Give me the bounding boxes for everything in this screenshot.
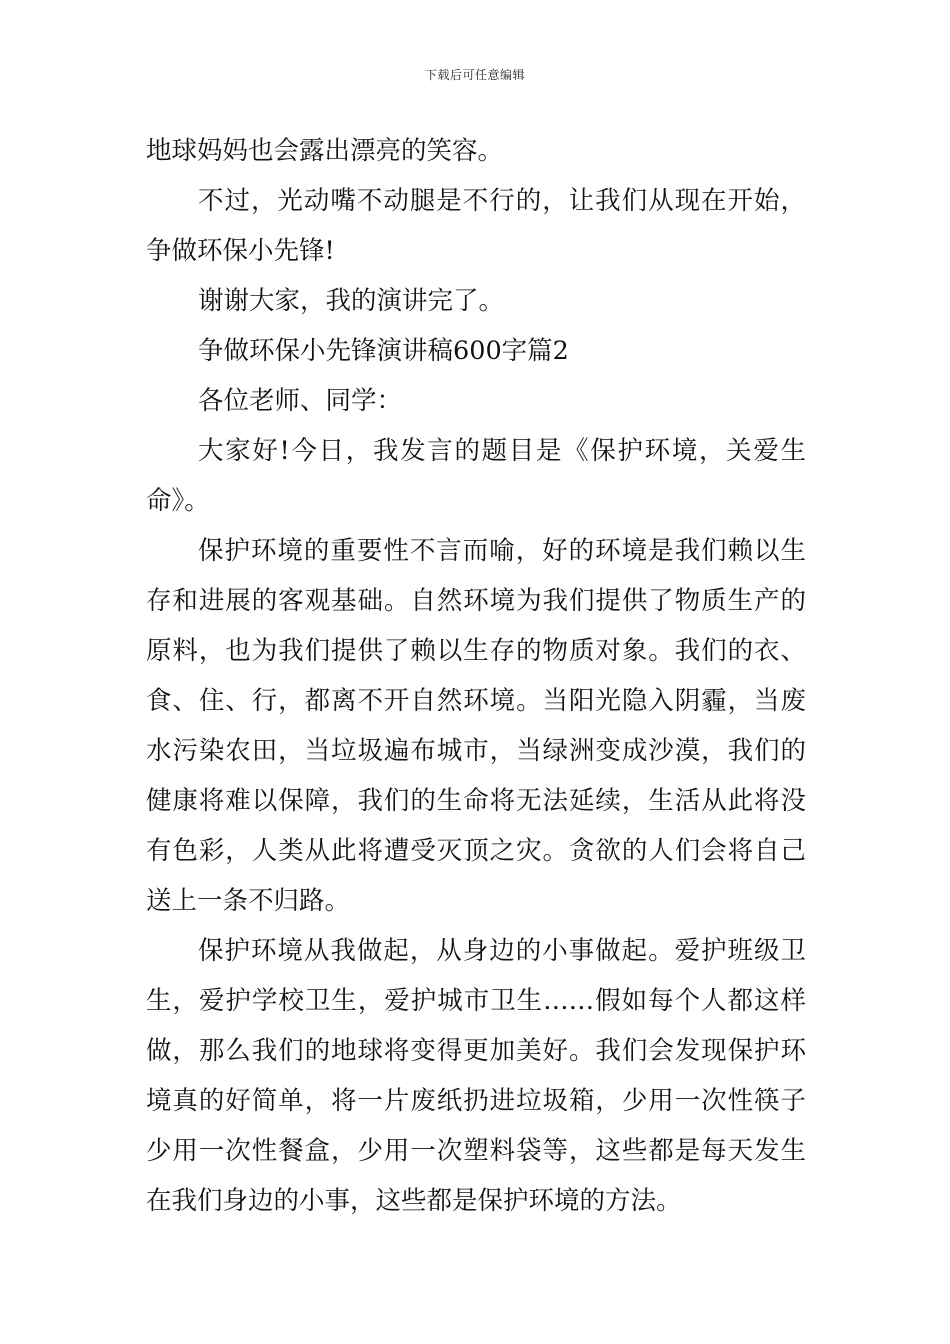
speech-body [146,126,806,1226]
text-line: 在我们身边的小事，这些都是保护环境的方法。 [146,1186,682,1216]
section-title: 争做环保小先锋演讲稿600字篇2 [198,336,569,366]
text-line: 做，那么我们的地球将变得更加美好。我们会发现保护环 [146,1036,806,1066]
text-line: 存和进展的客观基础。自然环境为我们提供了物质生产的 [146,586,806,616]
text-line: 谢谢大家，我的演讲完了。 [198,286,505,316]
text-line: 争做环保小先锋! [146,236,335,266]
text-line: 健康将难以保障，我们的生命将无法延续，生活从此将没 [146,786,806,816]
text-line: 原料，也为我们提供了赖以生存的物质对象。我们的衣、 [146,636,806,666]
text-line: 境真的好简单，将一片废纸扔进垃圾箱，少用一次性筷子 [146,1086,806,1116]
salutation: 各位老师、同学： [198,386,403,416]
text-line: 少用一次性餐盒，少用一次塑料袋等，这些都是每天发生 [146,1136,806,1166]
text-line: 大家好!今日，我发言的题目是《保护环境，关爱生 [198,436,806,466]
text-line: 生，爱护学校卫生，爱护城市卫生……假如每个人都这样 [146,986,806,1016]
download-note: 下载后可任意编辑 [424,68,525,82]
text-line: 命》。 [146,486,210,516]
text-line: 保护环境的重要性不言而喻，好的环境是我们赖以生 [198,536,806,566]
text-line: 有色彩，人类从此将遭受灭顶之灾。贪欲的人们会将自己 [146,836,806,866]
text-line: 食、住、行，都离不开自然环境。当阳光隐入阴霾，当废 [146,686,806,716]
text-line: 送上一条不归路。 [146,886,351,916]
text-line: 不过，光动嘴不动腿是不行的，让我们从现在开始， [198,186,806,216]
text-line: 地球妈妈也会露出漂亮的笑容。 [146,136,504,166]
text-line: 水污染农田，当垃圾遍布城市，当绿洲变成沙漠，我们的 [146,736,806,766]
text-line: 保护环境从我做起，从身边的小事做起。爱护班级卫 [198,936,806,966]
